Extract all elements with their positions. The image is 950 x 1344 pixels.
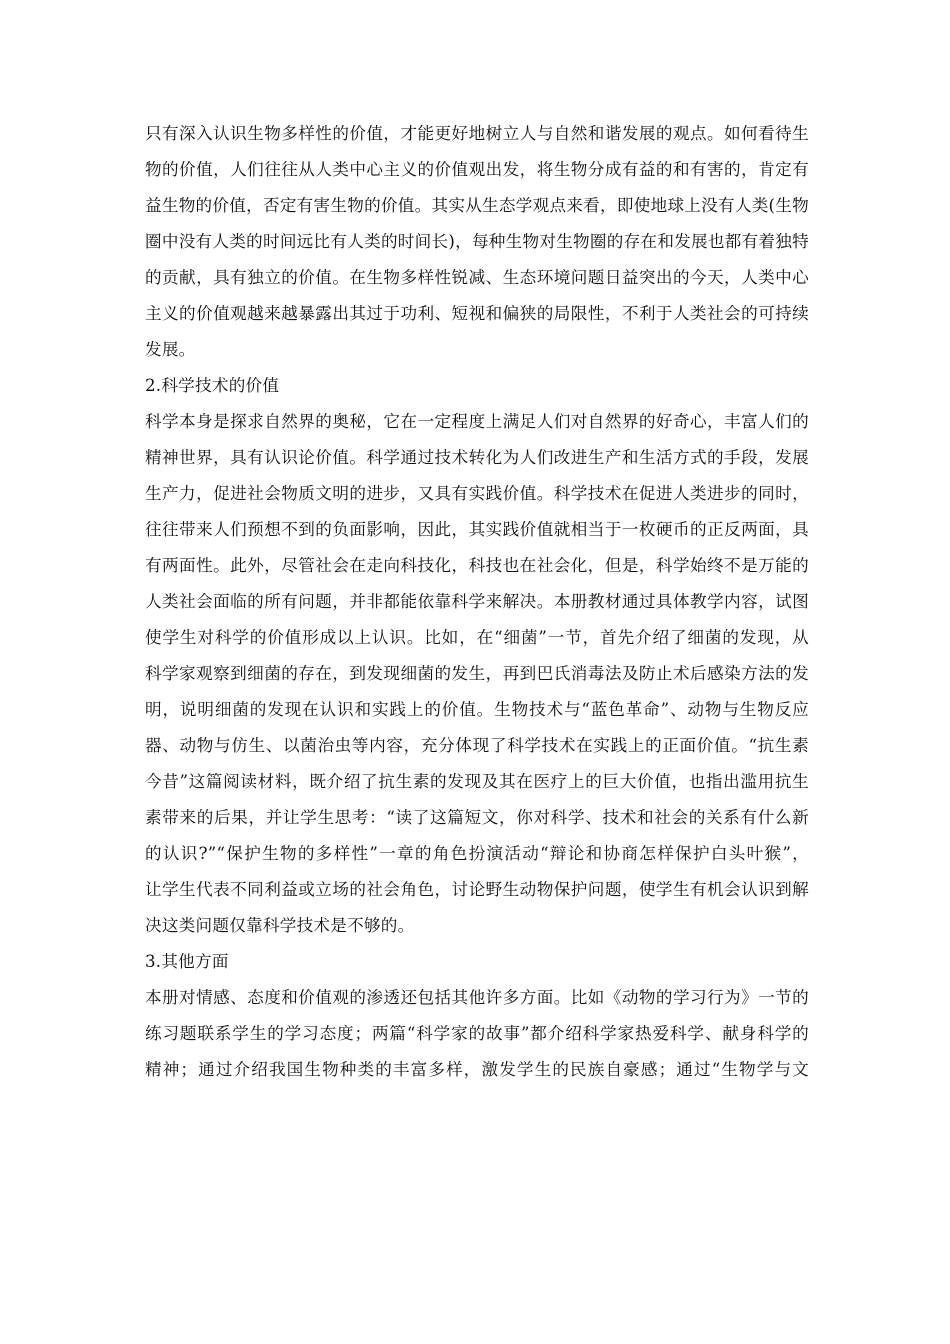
text-line: 物的价值，人们往往从人类中心主义的价值观出发，将生物分成有益的和有害的，肯定有 [145, 160, 809, 179]
text-line: 使学生对科学的价值形成以上认识。比如，在“细菌”一节，首先介绍了细菌的发现，从 [145, 628, 809, 647]
text-line: 科学家观察到细菌的存在，到发现细菌的发生，再到巴氏消毒法及防止术后感染方法的发 [145, 664, 809, 683]
text-line: 人类社会面临的所有问题，并非都能依靠科学来解决。本册教材通过具体教学内容，试图 [145, 592, 809, 611]
text-line: 明，说明细菌的发现在认识和实践上的价值。生物技术与“蓝色革命”、动物与生物反应 [145, 700, 809, 719]
text-line: 素带来的后果，并让学生思考：“读了这篇短文，你对科学、技术和社会的关系有什么新 [145, 808, 809, 827]
text-line: 有两面性。此外，尽管社会在走向科技化，科技也在社会化，但是，科学始终不是万能的 [145, 556, 809, 575]
paragraph-other-aspects [145, 980, 809, 1088]
paragraph-science-technology [145, 404, 809, 944]
text-line: 今昔”这篇阅读材料，既介绍了抗生素的发现及其在医疗上的巨大价值，也指出滥用抗生 [145, 772, 809, 791]
text-line: 的认识?”“保护生物的多样性”一章的角色扮演活动“辩论和协商怎样保护白头叶猴”， [145, 844, 809, 863]
text-line: 精神世界，具有认识论价值。科学通过技术转化为人们改进生产和生活方式的手段，发展 [145, 448, 809, 467]
section-heading-other-aspects: 3.其他方面 [145, 952, 229, 971]
text-line: 精神；通过介绍我国生物种类的丰富多样，激发学生的民族自豪感；通过“生物学与文 [145, 1060, 809, 1079]
document-body [145, 116, 809, 1088]
text-line: 本册对情感、态度和价值观的渗透还包括其他许多方面。比如《动物的学习行为》一节的 [145, 988, 809, 1007]
text-line: 练习题联系学生的学习态度；两篇“科学家的故事”都介绍科学家热爱科学、献身科学的 [145, 1024, 809, 1043]
text-line: 益生物的价值，否定有害生物的价值。其实从生态学观点来看，即使地球上没有人类(生物 [145, 196, 809, 215]
text-line: 生产力，促进社会物质文明的进步，又具有实践价值。科学技术在促进人类进步的同时， [145, 484, 809, 503]
paragraph-biodiversity-value [145, 116, 809, 368]
text-line: 发展。 [145, 340, 196, 359]
text-line: 圈中没有人类的时间远比有人类的时间长)，每种生物对生物圈的存在和发展也都有着独特 [145, 232, 809, 251]
text-line: 决这类问题仅靠科学技术是不够的。 [145, 916, 415, 935]
text-line: 器、动物与仿生、以菌治虫等内容，充分体现了科学技术在实践上的正面价值。“抗生素 [145, 736, 809, 755]
text-line: 主义的价值观越来越暴露出其过于功利、短视和偏狭的局限性，不利于人类社会的可持续 [145, 304, 809, 323]
text-line: 只有深入认识生物多样性的价值，才能更好地树立人与自然和谐发展的观点。如何看待生 [145, 124, 809, 143]
text-line: 让学生代表不同利益或立场的社会角色，讨论野生动物保护问题，使学生有机会认识到解 [145, 880, 809, 899]
text-line: 往往带来人们预想不到的负面影响，因此，其实践价值就相当于一枚硬币的正反两面，具 [145, 520, 809, 539]
section-heading-science-technology: 2.科学技术的价值 [145, 376, 280, 395]
text-line: 的贡献，具有独立的价值。在生物多样性锐减、生态环境问题日益突出的今天，人类中心 [145, 268, 809, 287]
text-line: 科学本身是探求自然界的奥秘，它在一定程度上满足人们对自然界的好奇心，丰富人们的 [145, 412, 809, 431]
